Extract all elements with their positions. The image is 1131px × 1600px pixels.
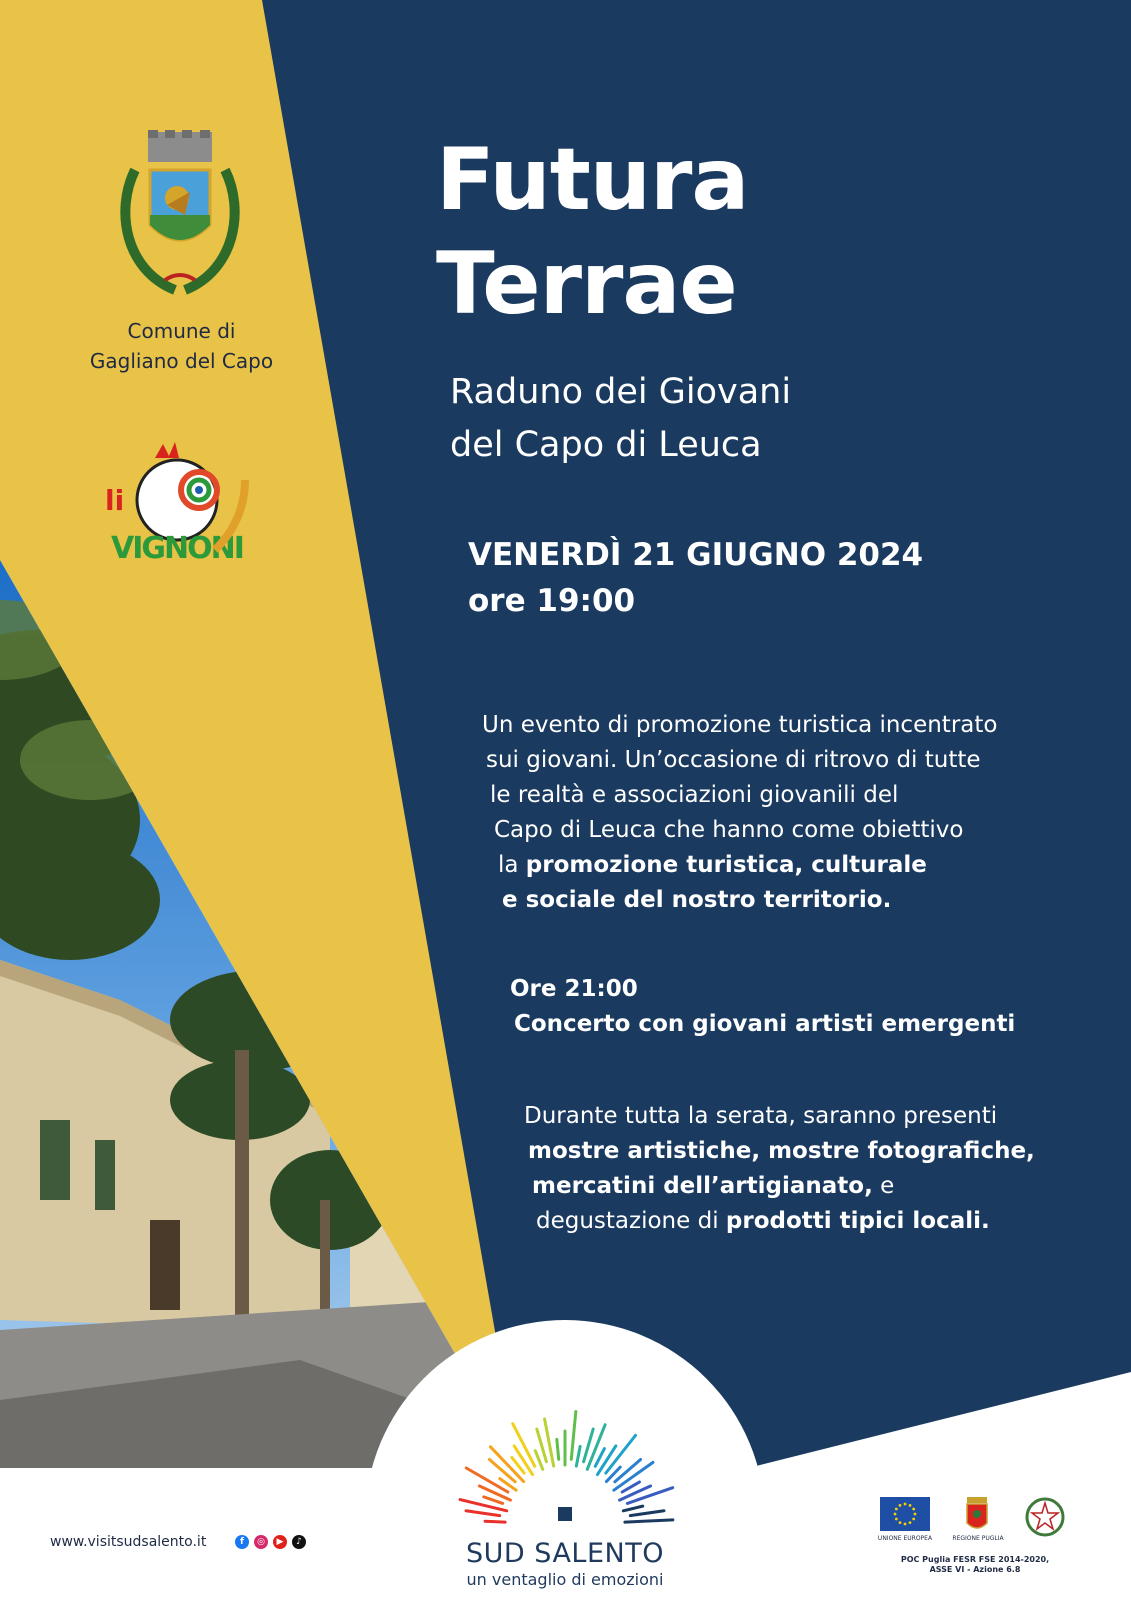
concert-time: Ore 21:00 <box>510 976 638 1002</box>
event-date: VENERDÌ 21 GIUGNO 2024 <box>468 537 924 573</box>
fan-ray <box>625 1520 673 1522</box>
funding-text <box>880 1555 1070 1575</box>
tiktok-icon[interactable]: ♪ <box>292 1535 306 1549</box>
fan-ray <box>535 1451 542 1470</box>
evening-line2-bold: mostre artistiche, mostre fotografiche, <box>528 1138 1035 1164</box>
description-line1: Un evento di promozione turistica incentrato <box>482 712 998 738</box>
italian-republic-emblem-icon <box>1025 1497 1065 1537</box>
fan-ray <box>557 1439 559 1459</box>
sud-salento-brand: SUD SALENTO <box>466 1538 664 1569</box>
title-line2: Terrae <box>436 234 737 334</box>
description-line2: sui giovani. Un’occasione di ritrovo di tutte <box>486 747 981 773</box>
description-line3: le realtà e associazioni giovanili del <box>490 782 899 808</box>
description-line6-bold: e sociale del nostro territorio. <box>502 887 892 913</box>
li-coi-vignoni-logo <box>105 440 255 575</box>
fan-center-square <box>558 1507 572 1521</box>
evening-line2 <box>528 1134 1035 1169</box>
region-label: REGIONE PUGLIA <box>952 1535 1004 1542</box>
event-datetime <box>468 532 923 624</box>
website-link[interactable]: www.visitsudsalento.it <box>50 1534 207 1550</box>
concert-label: Concerto con giovani artisti emergenti <box>514 1011 1016 1037</box>
fan-ray <box>571 1412 576 1460</box>
municipality-line2: Gagliano del Capo <box>89 349 274 373</box>
description-line6 <box>502 883 891 918</box>
evening-line1: Durante tutta la serata, saranno presenti <box>524 1103 998 1129</box>
svg-text:VIGNONI: VIGNONI <box>111 531 243 566</box>
event-time: ore 19:00 <box>468 583 636 619</box>
fan-ray <box>623 1506 642 1511</box>
fan-ray <box>627 1488 672 1504</box>
facebook-icon[interactable]: f <box>235 1535 249 1549</box>
description-line5 <box>498 848 927 883</box>
evening-line4-bold: prodotti tipici locali. <box>725 1208 990 1234</box>
funding-line1: POC Puglia FESR FSE 2014-2020, <box>900 1555 1050 1564</box>
fan-ray <box>630 1511 664 1516</box>
event-subtitle <box>450 366 791 472</box>
subtitle-line2: del Capo di Leuca <box>450 425 762 465</box>
youtube-icon[interactable]: ▶ <box>273 1535 287 1549</box>
funding-line2: ASSE VI - Azione 6.8 <box>929 1565 1021 1574</box>
fan-ray <box>484 1497 503 1504</box>
description-line5-bold: promozione turistica, culturale <box>525 852 927 878</box>
rooster-coat-of-arms-icon <box>115 130 245 300</box>
municipality-line1: Comune di <box>127 319 236 343</box>
eu-label: UNIONE EUROPEA <box>877 1535 933 1542</box>
subtitle-line1: Raduno dei Giovani <box>450 372 792 412</box>
instagram-icon[interactable]: ◎ <box>254 1535 268 1549</box>
eu-flag-icon <box>880 1497 930 1531</box>
fan-ray <box>466 1511 500 1516</box>
regione-puglia-crest-icon <box>965 1497 989 1533</box>
description-line5-prefix: la <box>498 852 526 878</box>
evening-line4-prefix: degustazione di <box>536 1208 726 1234</box>
description-line4: Capo di Leuca che hanno come obiettivo <box>494 817 964 843</box>
title-line1: Futura <box>436 130 749 230</box>
fan-ray <box>485 1521 505 1522</box>
svg-text:li: li <box>105 484 125 517</box>
municipality-name <box>84 316 279 376</box>
fan-ray <box>576 1446 580 1466</box>
evening-line3 <box>532 1169 894 1204</box>
evening-line3-bold: mercatini dell’artigianato, <box>532 1173 873 1199</box>
evening-line4 <box>536 1204 990 1239</box>
event-title <box>436 128 748 336</box>
evening-line3-suffix: e <box>872 1173 895 1199</box>
sud-salento-tagline: un ventaglio di emozioni <box>466 1570 664 1589</box>
